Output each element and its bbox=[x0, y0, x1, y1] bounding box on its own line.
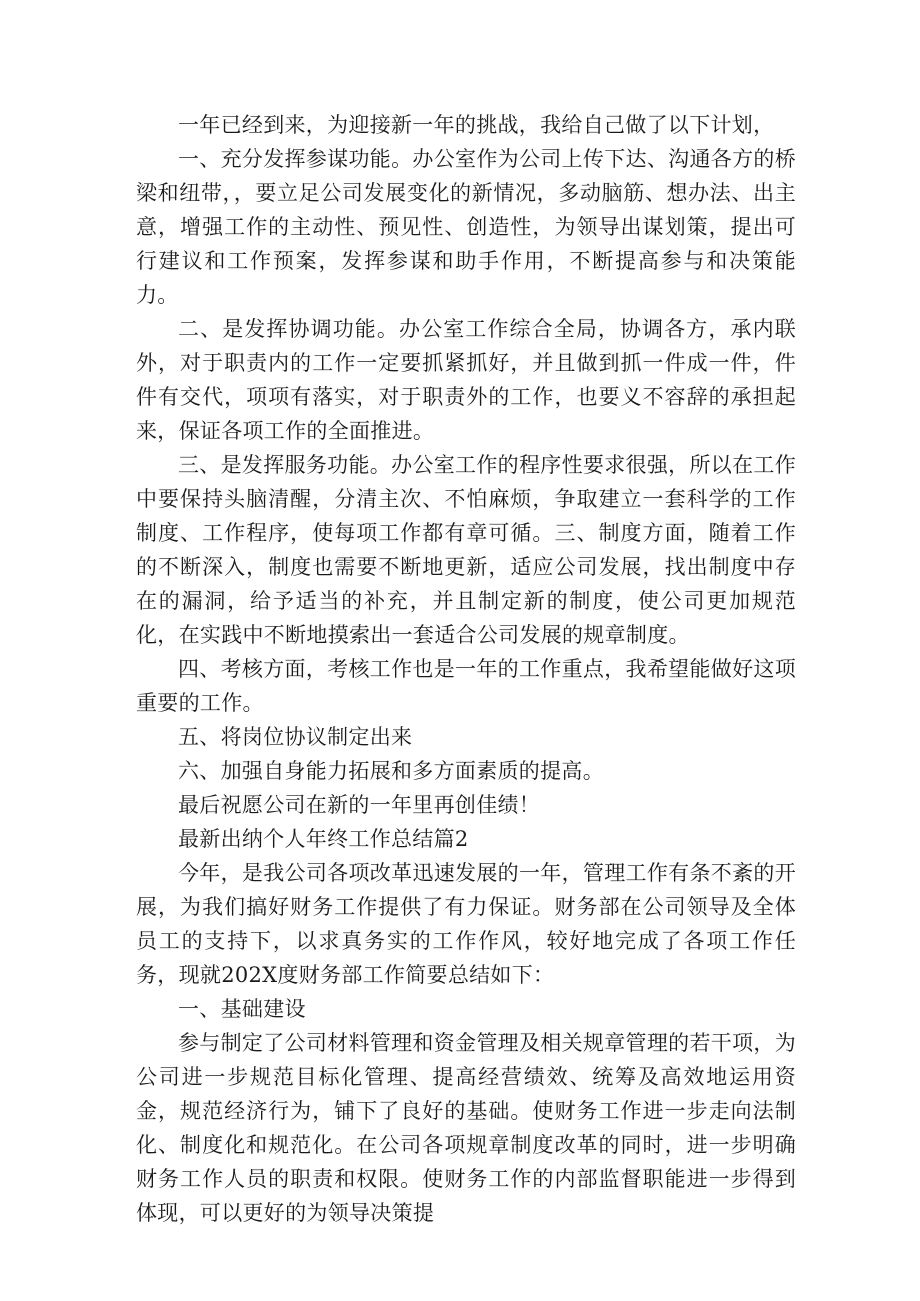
paragraph-plan-5: 五、将岗位协议制定出来 bbox=[178, 725, 413, 749]
section-heading-basic: 一、基础建设 bbox=[178, 997, 306, 1021]
document-body bbox=[136, 108, 796, 1230]
paragraph-intro: 一年已经到来，为迎接新一年的挑战，我给自己做了以下计划， bbox=[178, 113, 775, 137]
paragraph-basic-construction: 参与制定了公司材料管理和资金管理及相关规章管理的若干项，为公司进一步规范目标化管理、提高经营绩效、统筹及高效地运用资金，规范经济行为，铺下了良好的基础。使财务工作进一步走向法制化、制度化和规范化。在公司各项规章制度改革的同时，进一步明确财务工作人员的职责和权限。使财务工作的内部监督职能进一步得到体现，可以更好的为领导决策提 bbox=[136, 1031, 796, 1225]
section-title: 最新出纳个人年终工作总结篇2 bbox=[178, 827, 469, 851]
paragraph-plan-6: 六、加强自身能力拓展和多方面素质的提高。 bbox=[178, 759, 604, 783]
paragraph-plan-1: 一、充分发挥参谋功能。办公室作为公司上传下达、沟通各方的桥梁和纽带，，要立足公司发展变化的新情况，多动脑筋、想办法、出主意，增强工作的主动性、预见性、创造性，为领导出谋划策，提出可行建议和工作预案，发挥参谋和助手作用，不断提高参与和决策能力。 bbox=[136, 147, 796, 307]
paragraph-closing: 最后祝愿公司在新的一年里再创佳绩！ bbox=[178, 793, 541, 817]
paragraph-plan-4: 四、考核方面，考核工作也是一年的工作重点，我希望能做好这项重要的工作。 bbox=[136, 657, 796, 715]
paragraph-plan-3: 三、是发挥服务功能。办公室工作的程序性要求很强，所以在工作中要保持头脑清醒，分清主次、不怕麻烦，争取建立一套科学的工作制度、工作程序，使每项工作都有章可循。三、制度方面，随着工作的不断深入，制度也需要不断地更新，适应公司发展，找出制度中存在的漏洞，给予适当的补充，并且制定新的制度，使公司更加规范化，在实践中不断地摸索出一套适合公司发展的规章制度。 bbox=[136, 453, 796, 647]
paragraph-plan-2: 二、是发挥协调功能。办公室工作综合全局，协调各方，承内联外，对于职责内的工作一定要抓紧抓好，并且做到抓一件成一件，件件有交代，项项有落实，对于职责外的工作，也要义不容辞的承担起来，保证各项工作的全面推进。 bbox=[136, 317, 796, 443]
paragraph-summary-intro: 今年，是我公司各项改革迅速发展的一年，管理工作有条不紊的开展，为我们搞好财务工作提供了有力保证。财务部在公司领导及全体员工的支持下，以求真务实的工作作风，较好地完成了各项工作任务，现就202X度财务部工作简要总结如下： bbox=[136, 861, 796, 987]
